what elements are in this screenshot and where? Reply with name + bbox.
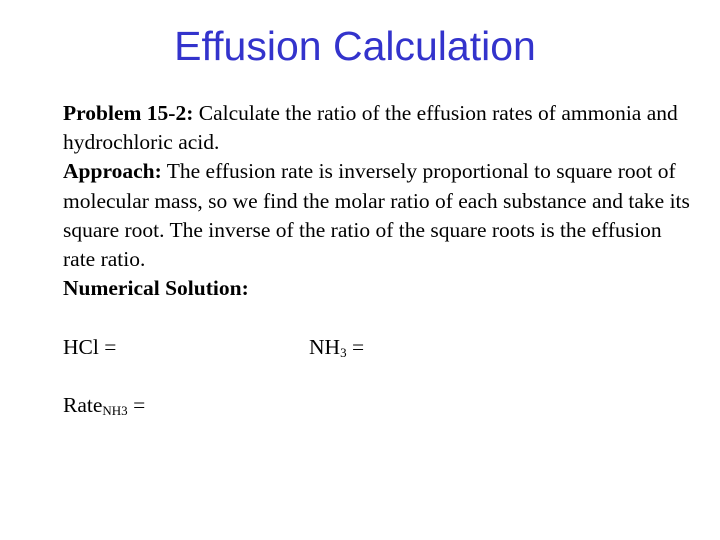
- problem-label: Problem 15-2:: [63, 101, 194, 125]
- nh3-equals: =: [346, 334, 365, 359]
- nh3-equation: [309, 333, 364, 362]
- rate-subscript: NH3: [102, 402, 128, 418]
- blank-line: [63, 362, 693, 391]
- approach-label: Approach:: [63, 159, 162, 184]
- rate-equals: =: [127, 392, 146, 417]
- problem-paragraph: [63, 99, 693, 157]
- nh3-subscript: 3: [340, 344, 347, 360]
- blank-line: [63, 303, 693, 332]
- slide-body: [63, 99, 693, 420]
- hcl-equation: HCl =: [63, 334, 117, 359]
- rate-equation: [63, 391, 145, 420]
- approach-text: The effusion rate is inversely proportional to square root of molecular mass, so we find the molar ratio of each substance and take its square root. The inverse of the ratio of the square roots is the effusion rate ratio.: [63, 159, 690, 272]
- approach-paragraph: [63, 157, 693, 274]
- slide-title: Effusion Calculation: [174, 23, 536, 69]
- nh3-base: NH: [309, 334, 341, 359]
- problem-text: Calculate the ratio of the effusion rates of ammonia and hydrochloric acid.: [63, 101, 678, 155]
- molar-mass-row: [63, 333, 693, 362]
- rate-base: Rate: [63, 392, 103, 417]
- solution-label-text: Numerical Solution:: [63, 276, 249, 301]
- rate-row: [63, 391, 693, 420]
- solution-label: [63, 274, 693, 303]
